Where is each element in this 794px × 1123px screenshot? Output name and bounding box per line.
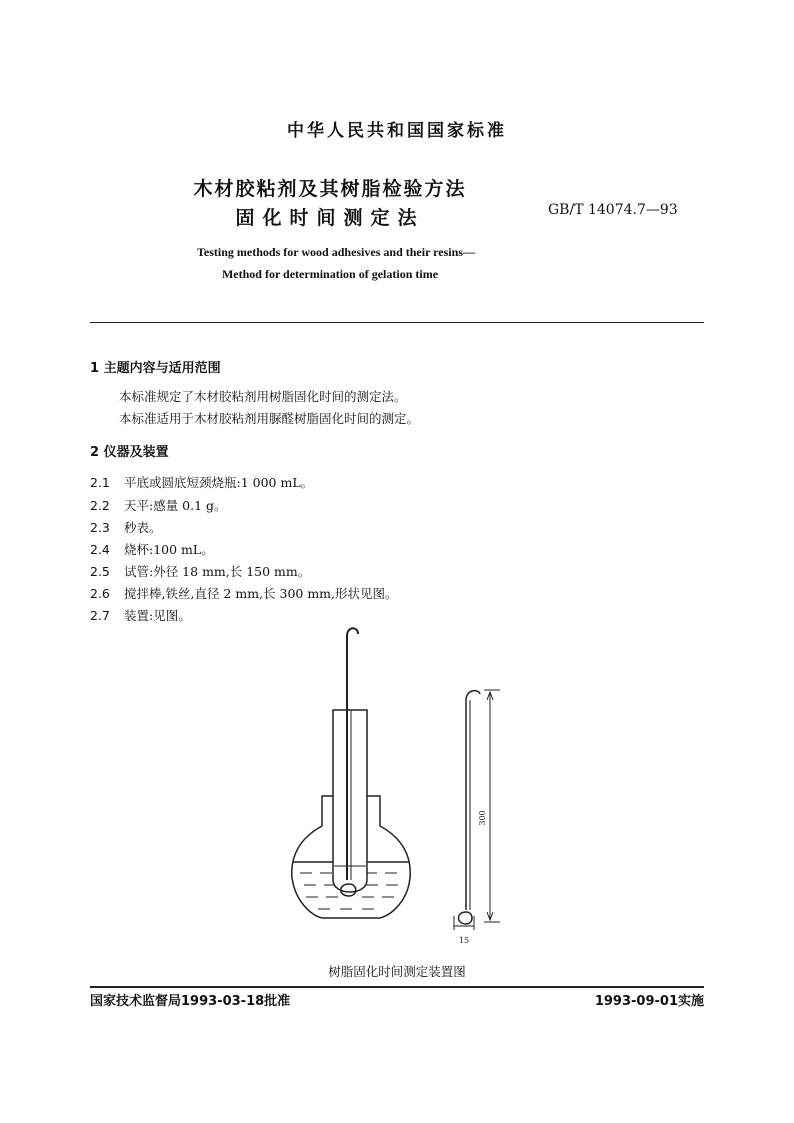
- list-item: 2.2 天平:感量 0.1 g。: [90, 498, 227, 513]
- list-item: 2.5 试管:外径 18 mm,长 150 mm。: [90, 564, 311, 579]
- footer-divider: [90, 986, 704, 988]
- section1-paragraph-1: 本标准规定了木材胶粘剂用树脂固化时间的测定法。: [119, 389, 407, 404]
- dimension-coil-label: 15: [458, 936, 470, 945]
- figure-caption: 树脂固化时间测定装置图: [328, 964, 466, 979]
- stirring-rod-drawing: [454, 690, 500, 930]
- list-item: 2.7 装置:见图。: [90, 608, 191, 623]
- dimension-length-label: 300: [478, 810, 487, 826]
- section1-heading: 1 主题内容与适用范围: [90, 361, 221, 376]
- english-title-line2: Method for determination of gelation time: [221, 267, 439, 281]
- flask-with-test-tube-drawing: [292, 628, 411, 918]
- implementation-date: 1993-09-01实施: [594, 994, 704, 1009]
- list-item: 2.3 秒表。: [90, 520, 162, 535]
- standard-number: GB/T 14074.7—93: [548, 202, 678, 218]
- list-item: 2.6 搅拌棒,铁丝,直径 2 mm,长 300 mm,形状见图。: [90, 586, 398, 601]
- section1-paragraph-2: 本标准适用于木材胶粘剂用脲醛树脂固化时间的测定。: [119, 411, 420, 426]
- national-standard-title: 中华人民共和国国家标准: [287, 121, 507, 141]
- list-item: 2.1 平底或圆底短颈烧瓶:1 000 mL。: [90, 475, 314, 490]
- approval-date: 国家技术监督局1993-03-18批准: [90, 994, 291, 1009]
- english-title-line1: Testing methods for wood adhesives and their resins—: [197, 245, 475, 259]
- document-title-line2: 固化时间测定法: [235, 207, 425, 229]
- list-item: 2.4 烧杯:100 mL。: [90, 542, 214, 557]
- document-title-line1: 木材胶粘剂及其树脂检验方法: [193, 178, 467, 200]
- section2-heading: 2 仪器及装置: [90, 445, 169, 460]
